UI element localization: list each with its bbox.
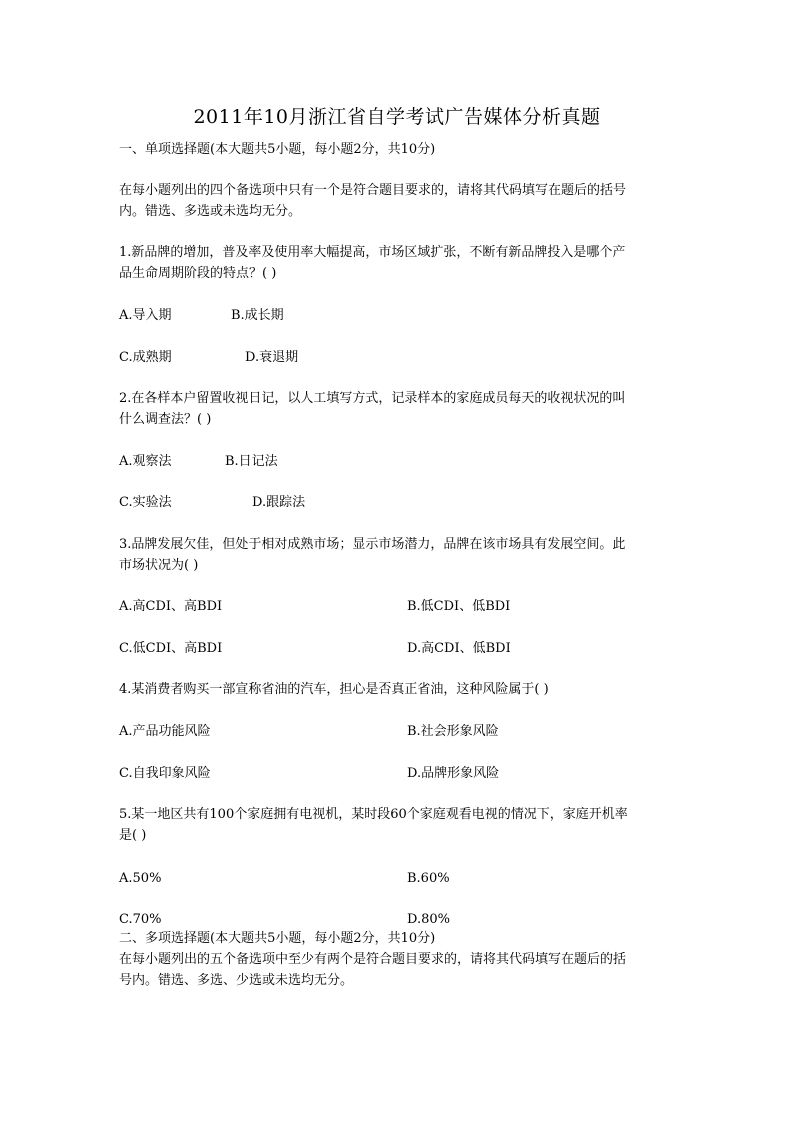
q4-option-b: B.社会形象风险 xyxy=(407,724,499,739)
q2-option-b: B.日记法 xyxy=(225,454,278,469)
q2-option-a: A.观察法 xyxy=(119,454,172,469)
q4-stem-line-1: 4.某消费者购买一部宣称省油的汽车，担心是否真正省油，这种风险属于( ) xyxy=(119,682,549,697)
q2-stem-line-2: 什么调查法？( ) xyxy=(119,412,212,427)
q1-option-c: C.成熟期 xyxy=(119,350,172,365)
q4-option-a: A.产品功能风险 xyxy=(119,724,211,739)
section1-instruction-line-1: 在每小题列出的四个备选项中只有一个是符合题目要求的，请将其代码填写在题后的括号 xyxy=(119,183,627,198)
page-title: 2011年10月浙江省自学考试广告媒体分析真题 xyxy=(193,106,601,128)
q5-option-b: B.60% xyxy=(407,871,450,886)
q2-option-c: C.实验法 xyxy=(119,495,172,510)
q1-stem-line-2: 品生命周期阶段的特点？( ) xyxy=(119,266,277,281)
q2-stem-line-1: 2.在各样本户留置收视日记，以人工填写方式，记录样本的家庭成员每天的收视状况的叫 xyxy=(119,391,626,406)
section2-instruction-line-1: 在每小题列出的五个备选项中至少有两个是符合题目要求的，请将其代码填写在题后的括 xyxy=(119,952,627,967)
q4-option-c: C.自我印象风险 xyxy=(119,766,211,781)
q5-option-d: D.80% xyxy=(407,912,450,927)
q5-option-a: A.50% xyxy=(119,871,162,886)
q1-stem-line-1: 1.新品牌的增加，普及率及使用率大幅提高，市场区域扩张，不断有新品牌投入是哪个产 xyxy=(119,245,626,260)
q1-option-a: A.导入期 xyxy=(119,308,172,323)
q3-stem-line-2: 市场状况为( ) xyxy=(119,558,199,573)
q4-option-d: D.品牌形象风险 xyxy=(407,766,500,781)
section2-heading: 二、多项选择题(本大题共5小题，每小题2分，共10分) xyxy=(119,931,436,946)
q3-option-a: A.高CDI、高BDI xyxy=(119,599,223,614)
section2-instruction-line-2: 号内。错选、多选、少选或未选均无分。 xyxy=(119,973,354,988)
section1-instruction-line-2: 内。错选、多选或未选均无分。 xyxy=(119,204,302,219)
q5-option-c: C.70% xyxy=(119,912,162,927)
q3-option-d: D.高CDI、低BDI xyxy=(407,641,511,656)
q3-stem-line-1: 3.品牌发展欠佳，但处于相对成熟市场；显示市场潜力，品牌在该市场具有发展空间。此 xyxy=(119,537,626,552)
q3-option-b: B.低CDI、低BDI xyxy=(407,599,511,614)
q1-option-b: B.成长期 xyxy=(231,308,284,323)
q1-option-d: D.衰退期 xyxy=(245,350,299,365)
section1-heading: 一、单项选择题(本大题共5小题，每小题2分，共10分) xyxy=(119,142,436,157)
q2-option-d: D.跟踪法 xyxy=(252,495,306,510)
q3-option-c: C.低CDI、高BDI xyxy=(119,641,223,656)
q5-stem-line-2: 是( ) xyxy=(119,828,147,843)
q5-stem-line-1: 5.某一地区共有100个家庭拥有电视机，某时段60个家庭观看电视的情况下，家庭开机率 xyxy=(119,807,628,822)
